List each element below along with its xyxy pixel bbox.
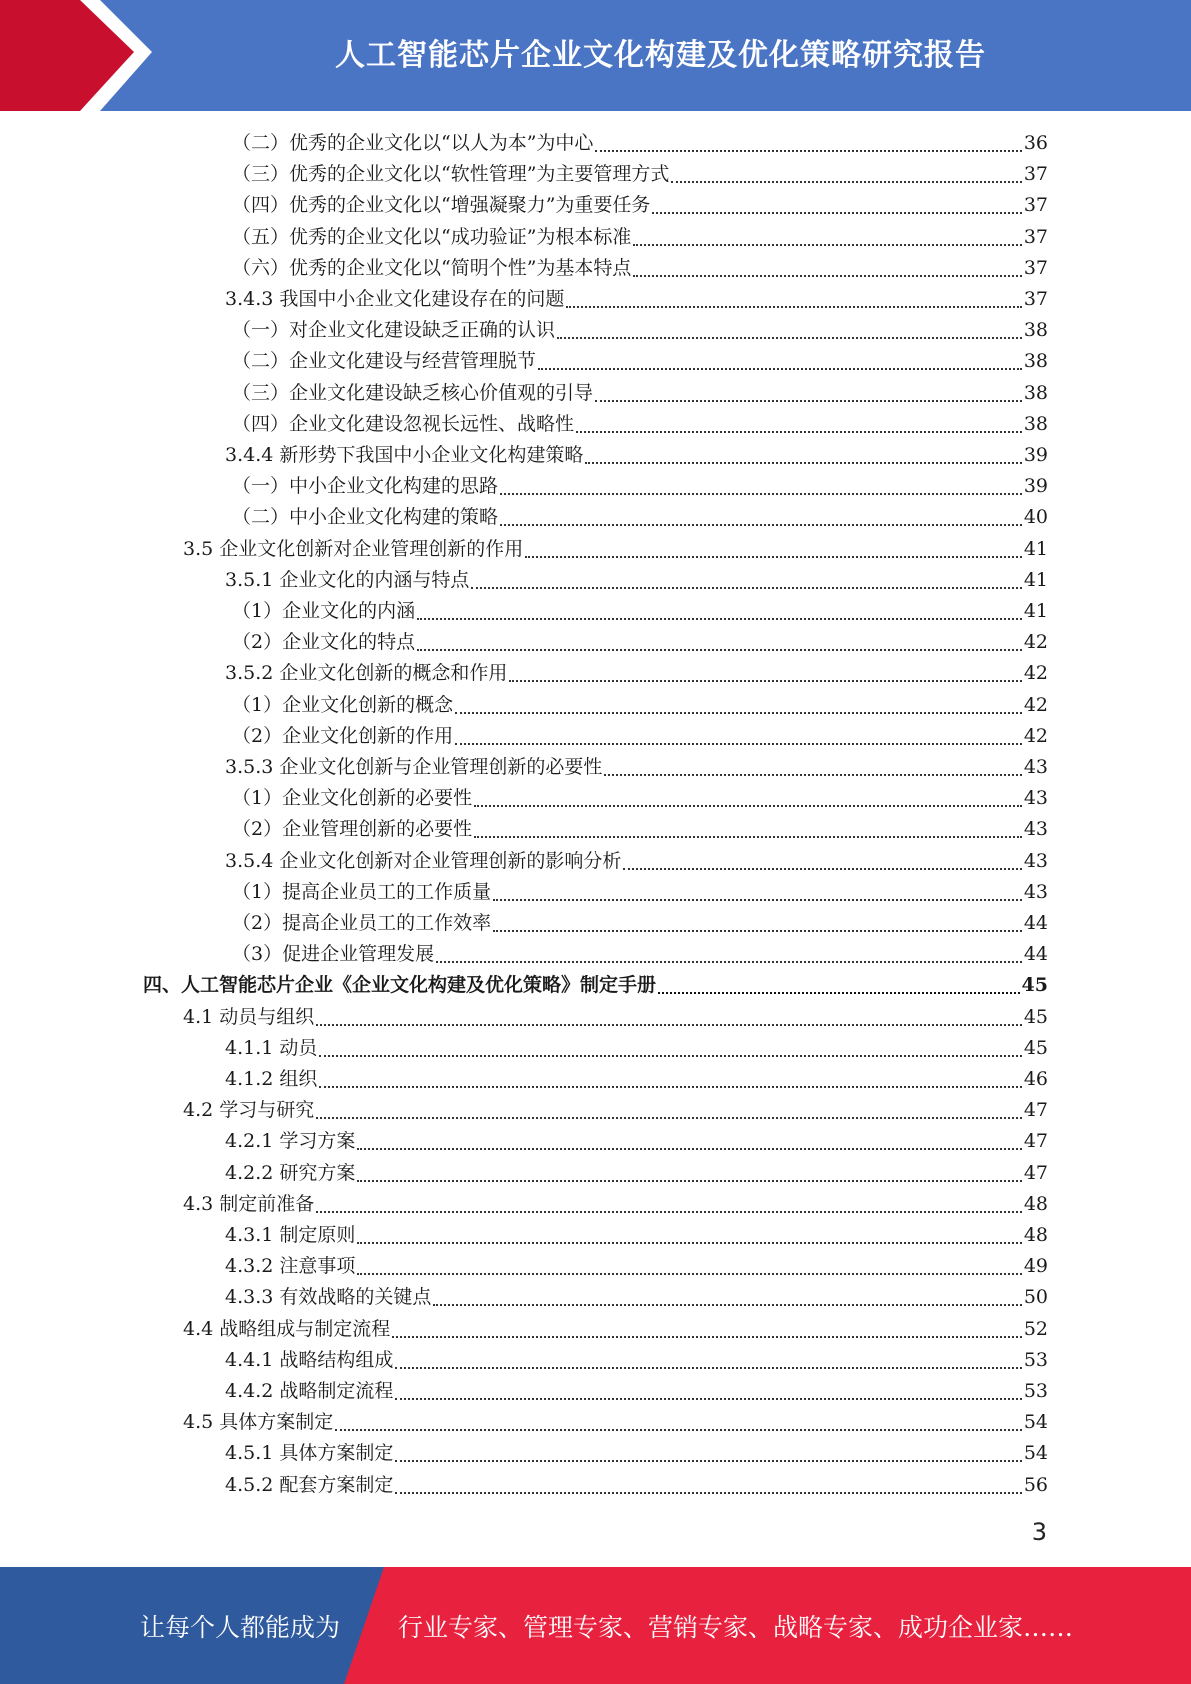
toc-entry[interactable] — [232, 908, 1048, 939]
toc-leader-dots — [395, 1397, 1021, 1400]
toc-entry[interactable] — [225, 1282, 1048, 1313]
toc-entry-page: 47 — [1023, 1130, 1048, 1153]
toc-entry-page: 41 — [1023, 537, 1048, 560]
toc-entry[interactable] — [183, 1002, 1048, 1033]
toc-entry-page: 41 — [1023, 568, 1048, 591]
toc-entry[interactable] — [225, 1251, 1048, 1282]
page-number: 3 — [1031, 1518, 1047, 1546]
toc-entry-page: 44 — [1023, 912, 1048, 934]
toc-entry-page: 53 — [1023, 1348, 1048, 1371]
toc-entry[interactable] — [232, 378, 1048, 409]
toc-entry-page: 48 — [1023, 1192, 1048, 1215]
toc-leader-dots — [538, 367, 1022, 370]
toc-leader-dots — [357, 1147, 1021, 1150]
toc-entry-page: 45 — [1021, 974, 1048, 997]
toc-leader-dots — [633, 243, 1021, 246]
toc-entry-page: 36 — [1023, 132, 1048, 154]
toc-leader-dots — [455, 742, 1022, 745]
toc-entry-label: 3.5.4 企业文化创新对企业管理创新的影响分析 — [225, 849, 622, 872]
toc-leader-dots — [474, 835, 1022, 838]
toc-entry-page: 42 — [1023, 662, 1048, 685]
toc-entry[interactable] — [232, 939, 1048, 970]
toc-entry-label: （三）企业文化建设缺乏核心价值观的引导 — [232, 381, 594, 404]
toc-entry[interactable] — [232, 627, 1048, 658]
toc-entry-label: 4.4.1 战略结构组成 — [225, 1348, 394, 1371]
report-title: 人工智能芯片企业文化构建及优化策略研究报告 — [335, 38, 986, 73]
toc-leader-dots — [500, 523, 1022, 526]
toc-entry-page: 45 — [1023, 1036, 1048, 1059]
toc-entry-page: 37 — [1023, 288, 1048, 310]
toc-entry-page: 47 — [1023, 1099, 1048, 1122]
toc-entry-label: 4.5.1 具体方案制定 — [225, 1442, 394, 1465]
toc-entry-label: 3.5.3 企业文化创新与企业管理创新的必要性 — [225, 756, 603, 778]
toc-leader-dots — [525, 555, 1022, 558]
toc-entry-page: 56 — [1023, 1473, 1048, 1496]
toc-entry-page: 48 — [1023, 1224, 1048, 1246]
toc-leader-dots — [319, 1054, 1021, 1057]
toc-entry-label: （2）企业文化的特点 — [232, 631, 416, 654]
toc-entry-label: 4.5.2 配套方案制定 — [225, 1473, 394, 1496]
toc-entry-label: （二）优秀的企业文化以“以人为本”为中心 — [232, 132, 594, 154]
page-footer — [0, 1567, 1191, 1684]
toc-entry-page: 38 — [1023, 412, 1048, 435]
toc-entry[interactable] — [225, 1438, 1048, 1469]
toc-entry-label: （1）企业文化的内涵 — [232, 600, 416, 622]
toc-leader-dots — [585, 461, 1021, 464]
toc-entry-label: （五）优秀的企业文化以“成功验证”为根本标准 — [232, 225, 632, 248]
toc-leader-dots — [652, 211, 1021, 214]
toc-entry-label: （二）中小企业文化构建的策略 — [232, 506, 499, 529]
toc-entry[interactable] — [183, 1407, 1048, 1438]
toc-leader-dots — [566, 305, 1021, 308]
toc-entry-label: （1）企业文化创新的概念 — [232, 693, 454, 716]
toc-leader-dots — [417, 648, 1022, 651]
toc-entry[interactable] — [225, 440, 1048, 471]
footer-slogan-right: 行业专家、管理专家、营销专家、战略专家、成功企业家…… — [398, 1612, 1074, 1642]
toc-leader-dots — [319, 1085, 1021, 1088]
toc-entry[interactable] — [225, 1345, 1048, 1376]
header-red-chevron — [0, 0, 160, 111]
toc-entry-page: 47 — [1023, 1161, 1048, 1184]
toc-entry[interactable] — [225, 1158, 1048, 1189]
toc-entry-page: 43 — [1023, 756, 1048, 778]
toc-entry-label: 4.1 动员与组织 — [183, 1005, 315, 1028]
toc-leader-dots — [474, 804, 1022, 807]
toc-leader-dots — [633, 274, 1021, 277]
toc-leader-dots — [395, 1491, 1021, 1494]
toc-entry-label: 3.5 企业文化创新对企业管理创新的作用 — [183, 537, 524, 560]
toc-entry-label: 4.2.2 研究方案 — [225, 1161, 356, 1184]
toc-leader-dots — [671, 180, 1021, 183]
toc-entry-page: 49 — [1023, 1255, 1048, 1278]
toc-entry[interactable] — [225, 565, 1048, 596]
toc-entry-label: 3.5.1 企业文化的内涵与特点 — [225, 568, 470, 591]
toc-entry-page: 42 — [1023, 693, 1048, 716]
toc-entry-page: 39 — [1023, 444, 1048, 466]
toc-entry[interactable] — [232, 346, 1048, 377]
toc-entry-page: 43 — [1023, 787, 1048, 810]
toc-entry-label: （四）企业文化建设忽视长远性、战略性 — [232, 412, 575, 435]
toc-leader-dots — [493, 929, 1022, 932]
toc-leader-dots — [357, 1272, 1021, 1275]
toc-leader-dots — [392, 1335, 1022, 1338]
toc-leader-dots — [595, 149, 1021, 152]
toc-entry[interactable] — [232, 471, 1048, 502]
toc-entry-page: 43 — [1023, 849, 1048, 872]
toc-entry[interactable] — [225, 1220, 1048, 1251]
toc-entry-page: 37 — [1023, 256, 1048, 279]
toc-entry[interactable] — [232, 783, 1048, 814]
toc-entry-page: 42 — [1023, 724, 1048, 747]
toc-leader-dots — [500, 492, 1022, 495]
toc-entry[interactable] — [232, 409, 1048, 440]
toc-entry[interactable] — [232, 721, 1048, 752]
toc-entry-page: 37 — [1023, 163, 1048, 186]
toc-leader-dots — [623, 867, 1021, 870]
toc-entry-label: （六）优秀的企业文化以“简明个性”为基本特点 — [232, 256, 632, 279]
toc-leader-dots — [658, 991, 1020, 994]
toc-entry[interactable] — [225, 284, 1048, 315]
toc-entry-label: （2）企业管理创新的必要性 — [232, 818, 473, 841]
toc-leader-dots — [395, 1459, 1021, 1462]
toc-entry-page: 39 — [1023, 475, 1048, 498]
toc-entry-page: 37 — [1023, 194, 1048, 217]
toc-entry-label: （二）企业文化建设与经营管理脱节 — [232, 350, 537, 373]
toc-entry-page: 54 — [1023, 1411, 1048, 1434]
toc-entry-page: 42 — [1023, 631, 1048, 654]
toc-entry[interactable] — [232, 596, 1048, 627]
toc-entry-label: （一）对企业文化建设缺乏正确的认识 — [232, 319, 556, 342]
toc-entry[interactable] — [232, 877, 1048, 908]
toc-entry-label: 3.4.4 新形势下我国中小企业文化构建策略 — [225, 444, 584, 466]
toc-entry-label: （三）优秀的企业文化以“软性管理”为主要管理方式 — [232, 163, 670, 186]
toc-entry-label: 4.1.1 动员 — [225, 1036, 318, 1059]
toc-entry-label: （四）优秀的企业文化以“增强凝聚力”为重要任务 — [232, 194, 651, 217]
toc-entry[interactable] — [225, 1033, 1048, 1064]
toc-leader-dots — [357, 1179, 1021, 1182]
toc-entry-page: 41 — [1023, 600, 1048, 622]
toc-entry[interactable] — [232, 159, 1048, 190]
toc-entry-label: 4.3.2 注意事项 — [225, 1255, 356, 1278]
toc-entry[interactable] — [225, 658, 1048, 689]
toc-entry-page: 50 — [1023, 1286, 1048, 1309]
toc-entry-label: 四、人工智能芯片企业《企业文化构建及优化策略》制定手册 — [143, 974, 657, 997]
toc-entry-label: （一）中小企业文化构建的思路 — [232, 475, 499, 498]
toc-leader-dots — [357, 1241, 1021, 1244]
toc-entry[interactable] — [225, 1470, 1048, 1501]
toc-entry[interactable] — [225, 1064, 1048, 1095]
toc-entry-label: （2）提高企业员工的工作效率 — [232, 912, 492, 934]
toc-entry[interactable] — [232, 315, 1048, 346]
toc-entry-label: 4.2 学习与研究 — [183, 1099, 315, 1122]
toc-entry-label: （1）企业文化创新的必要性 — [232, 787, 473, 810]
toc-entry-label: 4.3 制定前准备 — [183, 1192, 315, 1215]
toc-leader-dots — [316, 1210, 1022, 1213]
toc-entry-label: （1）提高企业员工的工作质量 — [232, 880, 492, 903]
toc-entry[interactable] — [225, 846, 1048, 877]
toc-entry-label: 4.4 战略组成与制定流程 — [183, 1317, 391, 1340]
toc-entry[interactable] — [232, 814, 1048, 845]
toc-entry-label: （2）企业文化创新的作用 — [232, 724, 454, 747]
toc-entry-page: 46 — [1023, 1068, 1048, 1090]
toc-leader-dots — [316, 1116, 1022, 1119]
toc-leader-dots — [455, 711, 1022, 714]
toc-entry[interactable] — [183, 1095, 1048, 1126]
toc-entry[interactable] — [225, 1126, 1048, 1157]
toc-entry-page: 37 — [1023, 225, 1048, 248]
toc-entry-page: 38 — [1023, 350, 1048, 373]
toc-entry[interactable] — [225, 1376, 1048, 1407]
toc-leader-dots — [557, 336, 1022, 339]
toc-entry[interactable] — [183, 1189, 1048, 1220]
toc-leader-dots — [471, 586, 1021, 589]
toc-entry-label: 4.4.2 战略制定流程 — [225, 1380, 394, 1402]
toc-entry-page: 45 — [1023, 1005, 1048, 1028]
toc-leader-dots — [595, 399, 1022, 402]
toc-entry[interactable] — [183, 534, 1048, 565]
toc-entry[interactable] — [232, 190, 1048, 221]
toc-leader-dots — [493, 898, 1022, 901]
toc-entry-label: 3.4.3 我国中小企业文化建设存在的问题 — [225, 288, 565, 310]
toc-leader-dots — [417, 617, 1022, 620]
toc-entry-label: 4.1.2 组织 — [225, 1068, 318, 1090]
footer-slogan-left: 让每个人都能成为 — [140, 1612, 341, 1642]
toc-entry[interactable] — [225, 752, 1048, 783]
toc-entry-page: 38 — [1023, 319, 1048, 342]
page-header — [0, 0, 1191, 111]
toc-leader-dots — [316, 1023, 1022, 1026]
toc-entry-page: 44 — [1023, 943, 1048, 966]
toc-entry-page: 43 — [1023, 880, 1048, 903]
toc-leader-dots — [335, 1428, 1022, 1431]
toc-entry[interactable] — [183, 1314, 1048, 1345]
toc-entry[interactable] — [232, 253, 1048, 284]
toc-entry[interactable] — [232, 128, 1048, 159]
toc-entry-label: 4.3.1 制定原则 — [225, 1224, 356, 1246]
toc-leader-dots — [576, 430, 1022, 433]
toc-entry-page: 53 — [1023, 1380, 1048, 1402]
toc-entry-label: 4.2.1 学习方案 — [225, 1130, 356, 1153]
toc-entry-label: 4.3.3 有效战略的关键点 — [225, 1286, 432, 1309]
toc-entry-page: 54 — [1023, 1442, 1048, 1465]
toc-entry[interactable] — [232, 222, 1048, 253]
toc-entry[interactable] — [232, 690, 1048, 721]
toc-leader-dots — [509, 679, 1021, 682]
toc-entry-label: （3）促进企业管理发展 — [232, 943, 435, 966]
toc-entry-page: 43 — [1023, 818, 1048, 841]
toc-entry[interactable] — [232, 502, 1048, 533]
toc-leader-dots — [604, 773, 1021, 776]
toc-leader-dots — [433, 1303, 1021, 1306]
toc-entry-label: 3.5.2 企业文化创新的概念和作用 — [225, 662, 508, 685]
toc-leader-dots — [395, 1366, 1021, 1369]
toc-entry-page: 40 — [1023, 506, 1048, 529]
toc-entry[interactable] — [143, 970, 1048, 1001]
toc-entry-label: 4.5 具体方案制定 — [183, 1411, 334, 1434]
toc-entry-page: 52 — [1023, 1317, 1048, 1340]
toc-entry-page: 38 — [1023, 381, 1048, 404]
toc-leader-dots — [436, 960, 1022, 963]
